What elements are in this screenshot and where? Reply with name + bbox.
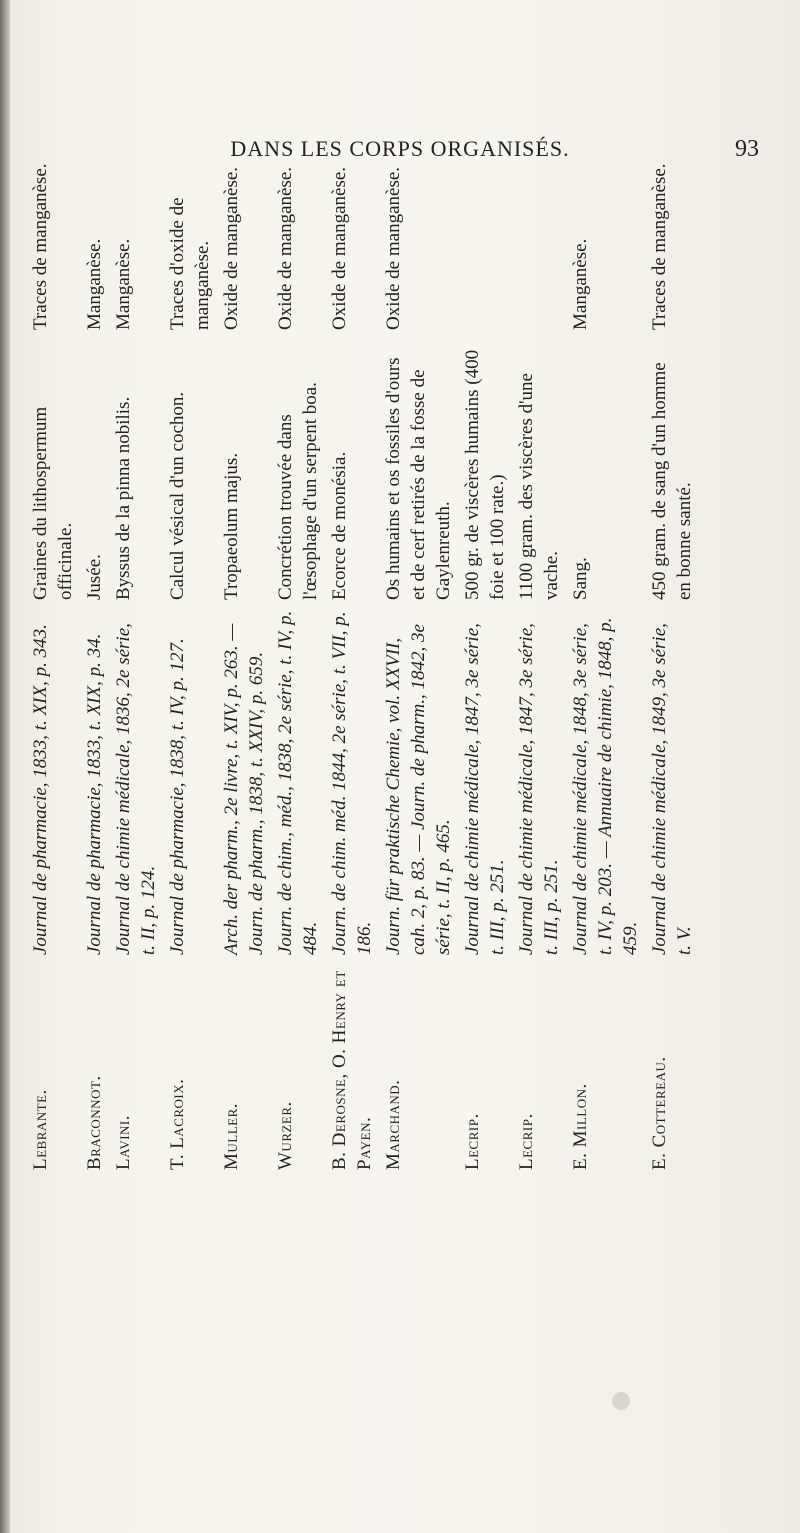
subject-cell: 500 gr. de viscères humains (400 foie et 100 rate.) <box>462 349 508 600</box>
source-cell: Journal de chimie médicale, 1836, 2e série, t. II, p. 124. <box>113 623 159 955</box>
rotated-table <box>28 163 695 1170</box>
result-cell: Manganèse. <box>84 238 105 330</box>
subject-cell: Os humains et os fossiles d'ours et de cerf retirés de la fosse de Gaylenreuth. <box>383 357 454 600</box>
table-row <box>273 166 323 1170</box>
author-cell: T. Lacroix. <box>167 1078 188 1170</box>
author-cell: E. Millon. <box>570 1083 591 1170</box>
table-row <box>28 163 78 1170</box>
table-row <box>165 170 215 1170</box>
source-cell: Journ. de chim. méd. 1844, 2e série, t. VII, p. 186. <box>329 611 375 955</box>
source-cell: Journal de chimie médicale, 1849, 3e série, t. V. <box>649 623 695 955</box>
source-cell: Journal de pharmacie, 1833, t. XIX, p. 343. <box>30 624 51 955</box>
table-row <box>514 170 564 1170</box>
result-cell: Oxide de manganèse. <box>275 166 296 330</box>
author-cell: Wurzer. <box>275 1101 296 1170</box>
table-row <box>82 170 107 1170</box>
author-cell: E. Cottereau. <box>649 1056 670 1170</box>
running-title: DANS LES CORPS ORGANISÉS. <box>230 136 570 161</box>
result-cell: Oxide de manganèse. <box>329 166 350 330</box>
result-cell: Manganèse. <box>570 238 591 330</box>
result-cell: Oxide de manganèse. <box>221 166 242 330</box>
author-cell: B. Derosne, O. Henry et Payen. <box>329 970 375 1170</box>
result-cell: Traces de manganèse. <box>30 163 51 330</box>
source-cell: Journal de chimie médicale, 1847, 3e série, t. III, p. 251. <box>516 623 562 955</box>
subject-cell: 1100 gram. des viscères d'une vache. <box>516 373 562 600</box>
subject-cell: 450 gram. de sang d'un homme en bonne santé. <box>649 362 695 600</box>
ink-blot <box>612 1392 630 1410</box>
result-cell: Traces d'oxide de manganèse. <box>167 197 213 330</box>
table-row <box>647 163 697 1170</box>
subject-cell: Calcul vésical d'un cochon. <box>167 391 188 600</box>
page-spine-shadow <box>0 0 10 1533</box>
source-cell: Journ. de chim., méd., 1838, 2e série, t. IV, p. 484. <box>275 610 321 955</box>
source-cell: Journal de pharmacie, 1838, t. IV, p. 127. <box>167 638 188 955</box>
source-cell: Journ. für praktische Chemie, vol. XXVII, cah. 2, p. 83. — Journ. de pharm., 1842, 3e série, t. II, p. 465. <box>383 624 454 955</box>
subject-cell: Tropaeolum majus. <box>221 452 242 600</box>
result-cell: Oxide de manganèse. <box>383 166 404 330</box>
source-cell: Journal de pharmacie, 1833, t. XIX, p. 34. <box>84 633 105 955</box>
subject-cell: Sang. <box>570 557 591 600</box>
subject-cell: Graines du lithospermum officinale. <box>30 406 76 600</box>
author-cell: Marchand. <box>383 1079 404 1170</box>
subject-cell: Jusée. <box>84 554 105 600</box>
source-cell: Journal de chimie médicale, 1847, 3e série, t. III, p. 251. <box>462 623 508 955</box>
source-cell: Journal de chimie médicale, 1848, 3e série, t. IV, p. 203. — Annuaire de chimie, 1848, p. 459. <box>570 617 641 955</box>
result-cell: Traces de manganèse. <box>649 163 670 330</box>
author-cell: Muller. <box>221 1102 242 1170</box>
table-row <box>111 170 161 1170</box>
table-row <box>327 166 377 1170</box>
subject-cell: Ecorce de monésia. <box>329 451 350 600</box>
author-cell: Braconnot. <box>84 1075 105 1170</box>
table-row <box>460 170 510 1170</box>
subject-cell: Concrétion trouvée dans l'œsophage d'un serpent boa. <box>275 382 321 600</box>
source-cell: Arch. der pharm., 2e livre, t. XIV, p. 263. — Journ. de pharm., 1838, t. XXIV, p. 659. <box>221 623 267 955</box>
table-row <box>381 166 456 1170</box>
author-cell: Lavini. <box>113 1114 134 1170</box>
result-cell: Manganèse. <box>113 238 134 330</box>
subject-cell: Byssus de la pinna nobilis. <box>113 396 134 600</box>
author-cell: Lecrip. <box>516 1113 537 1170</box>
page-number: 93 <box>735 136 759 162</box>
table-row <box>219 166 269 1170</box>
table-row <box>568 170 643 1170</box>
author-cell: Lebrante. <box>30 1089 51 1170</box>
author-cell: Lecrip. <box>462 1113 483 1170</box>
